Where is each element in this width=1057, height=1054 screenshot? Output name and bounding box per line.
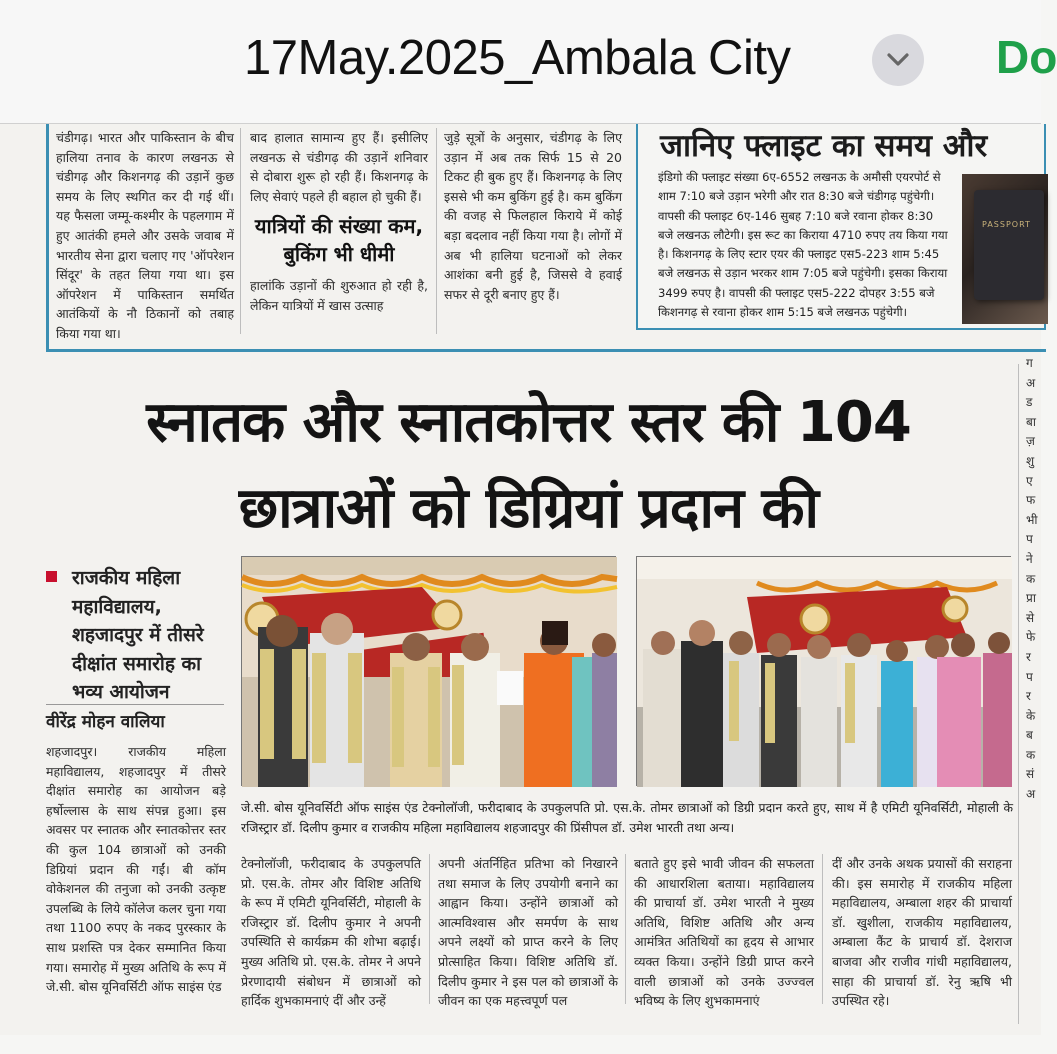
upper-col3-text: जुड़े सूत्रों के अनुसार, चंडीगढ़ के लिए उड़ान में अब तक सिर्फ 15 से 20 टिकट ही बुक हुए हैं। किशनगढ़ के लिए इससे भी कम बुकिंग हुई है। कम बुकिंग की वजह से फिलहाल किराये में कोई बड़ा बदलाव नहीं किया गया है। लोगों में अब भी हालिया घटनाओं को लेकर आशंका बनी हुई है, जिससे वे हवाई सफर से दूरी बनाए हुए हैं।: [444, 130, 622, 302]
byline: वीरेंद्र मोहन वालिया: [46, 704, 224, 732]
passport-image: [974, 190, 1044, 300]
adjacent-story-strip: ग अ ड बा ज़ शु ए फ भी प ने क प्रा से फे र प र के ब क सं अ: [1026, 356, 1038, 802]
photo-2-image: [637, 557, 1012, 787]
chevron-down-icon: [887, 53, 909, 67]
title-menu-button[interactable]: [872, 34, 924, 86]
main-col2-text: टेक्नोलॉजी, फरीदाबाद के उपकुलपति प्रो. एस.के. तोमर और विशिष्ट अतिथि के रूप में एमिटी यूनिवर्सिटी, मोहाली के रजिस्ट्रार डॉ. दिलीप कुमार ने अपनी उपस्थिति से कार्यक्रम की शोभा बढ़ाई। मुख्य अतिथि प्रो. एस.के. तोमर ने अपने प्रेरणादायी संबोधन में छात्राओं को हार्दिक शुभकामनाएं दीं और उन्हें: [241, 856, 421, 1009]
main-story-col4: [634, 854, 814, 1044]
upper-col2-top-text: बाद हालात सामान्य हुए हैं। इसीलिए लखनऊ से चंडीगढ़ की उड़ानें शनिवार से दोबारा शुरू हो रही हैं। किशनगढ़ के लिए सेवाएं पहले ही बहाल हो चुकी हैं।: [250, 130, 428, 204]
main-col4-text: बताते हुए इसे भावी जीवन की सफलता की आधारशिला बताया। महाविद्यालय की प्राचार्या डॉ. उमेश भारती ने मुख्य अतिथि, विशिष्ट अतिथि और अन्य आमंत्रित अतिथियों का हृदय से आभार व्यक्त किया। उन्होंने डिग्री प्राप्त करने वाली छात्राओं को उनके उज्ज्वल भविष्य के लिए शुभकामनाएं: [634, 856, 814, 1009]
column-divider: [625, 854, 626, 1004]
convocation-photo-2: [636, 556, 1011, 786]
upper-story-col1: [56, 128, 234, 341]
column-divider: [429, 854, 430, 1004]
headline-line2: छात्राओं को डिग्रियां प्रदान की: [238, 476, 819, 541]
newspaper-page: [0, 124, 1041, 1035]
photo-1-image: [242, 557, 617, 787]
flight-info-box: [636, 124, 1046, 330]
done-button[interactable]: Do: [996, 31, 1057, 83]
upper-story-col2: [250, 128, 428, 338]
upper-subhead: यात्रियों की संख्या कम, बुकिंग भी धीमी: [254, 214, 424, 267]
flight-text: इंडिगो की फ्लाइट संख्या 6ए-6552 लखनऊ के अमौसी एयरपोर्ट से शाम 7:10 बजे उड़ान भरेगी और रात 8:30 बजे चंडीगढ़ पहुंचेगी। वापसी की फ्लाइट 6ए-146 सुबह 7:10 बजे रवाना होकर 8:30 बजे लखनऊ लौटेगी। इस रूट का किराया 4710 रुपए तय किया गया है। किशनगढ़ के लिए स्टार एयर की फ्लाइट एस5-223 शाम 5:45 बजे लखनऊ से उड़ान भरकर शाम 7:05 बजे पहुंचेगी। इसका किराया 3499 रुपए है। वापसी की फ्लाइट एस5-222 दोपहर 3:55 बजे किशनगढ़ से रवाना होकर शाम 5:15 बजे लखनऊ पहुंचेगी।: [658, 170, 948, 320]
main-story-col5: [832, 854, 1012, 1044]
story-deck: [46, 564, 226, 707]
convocation-photo-1: [241, 556, 616, 786]
main-story-col1: [46, 742, 226, 1012]
upper-col2-bottom-text: हालांकि उड़ानों की शुरुआत हो रही है, लेकिन यात्रियों में खास उत्साह: [250, 278, 428, 313]
headline-line1: स्नातक और स्नातकोत्तर स्तर की 104: [146, 390, 911, 455]
photo-caption: जे.सी. बोस यूनिवर्सिटी ऑफ साइंस एंड टेक्नोलॉजी, फरीदाबाद के उपकुलपति प्रो. एस.के. तोमर छात्राओं को डिग्री प्रदान करते हुए, साथ में है एमिटी यूनिवर्सिटी, मोहाली के रजिस्ट्रार डॉ. दिलीप कुमार व राजकीय महिला महाविद्यालय शहजादपुर की प्रिंसीपल डॉ. उमेश भारती तथा अन्य।: [241, 800, 1013, 835]
column-divider: [822, 854, 823, 1004]
main-col5-text: दीं और उनके अथक प्रयासों की सराहना की। इस समारोह में राजकीय महिला महाविद्यालय, अम्बाला शहर की प्राचार्या डॉ. खुशीला, राजकीय महाविद्यालय, अम्बाला कैंट के प्राचार्य डॉ. देशराज बाजवा और राजीव गांधी महाविद्यालय, साहा की प्राचार्या डॉ. रेनु ऋषि भी उपस्थित रहे।: [832, 856, 1012, 1009]
main-story-col3: [438, 854, 618, 1044]
upper-story-col3: [444, 128, 622, 338]
main-col3-text: अपनी अंतर्निहित प्रतिभा को निखारने तथा समाज के लिए उपयोगी बनाने का आह्वान किया। उन्होंने छात्राओं को आत्मविश्वास और समर्पण के साथ अपने लक्ष्यों को प्राप्त करने के लिए प्रोत्साहित किया। विशिष्ट अतिथि डॉ. दिलीप कुमार ने इस पल को छात्राओं के जीवन का एक महत्त्वपूर्ण पल: [438, 856, 618, 1009]
main-story-col2: [241, 854, 421, 1044]
main-col1-text: शहजादपुर। राजकीय महिला महाविद्यालय, शहजादपुर में तीसरे दीक्षांत समारोह का आयोजन बड़े हर्षोल्लास के साथ संपन्न हुआ। इस अवसर पर स्नातक और स्नातकोत्तर स्तर की कुल 104 छात्राओं को उनकी डिग्रियां प्रदान की गईं। बी कॉम वोकेशनल की तनुजा को उनकी उत्कृष्ट उपलब्धि के लिये कॉलेज कलर चुना गया तथा 1100 रुपए के नकद पुरस्कार के साथ प्रशस्ति पत्र देकर सम्मानित किया गया। समारोह में मुख्य अतिथि के रूप में जे.सी. बोस यूनिवर्सिटी ऑफ साइंस एंड: [46, 744, 226, 995]
main-headline: [46, 380, 1011, 552]
column-divider: [240, 128, 241, 334]
viewer-toolbar: [0, 0, 1057, 124]
red-bullet: [46, 571, 57, 582]
column-divider: [436, 128, 437, 334]
document-title[interactable]: 17May.2025_Ambala City: [244, 31, 791, 85]
column-divider: [1018, 364, 1019, 1024]
flight-heading: जानिए फ्लाइट का समय और: [660, 128, 988, 164]
deck-text: राजकीय महिला महाविद्यालय, शहजादपुर में तीसरे दीक्षांत समारोह का भव्य आयोजन: [72, 567, 204, 704]
passport-photo: [962, 174, 1048, 324]
passport-label: PASSPORT: [982, 220, 1031, 229]
upper-col1-text: चंडीगढ़। भारत और पाकिस्तान के बीच हालिया तनाव के कारण लखनऊ से चंडीगढ़ और किशनगढ़ की उड़ानें कुछ समय के लिए स्थगित कर दी गई थीं। यह फैसला जम्मू-कश्मीर के पहलगाम में हुए आतंकी हमले और उसके जवाब में भारतीय सेना द्वारा चलाए गए 'ऑपरेशन सिंदूर' के तहत लिया गया था। इस ऑपरेशन में पाकिस्तान समर्थित आतंकियों के नौ ठिकानों को तबाह किया गया था।: [56, 130, 234, 341]
